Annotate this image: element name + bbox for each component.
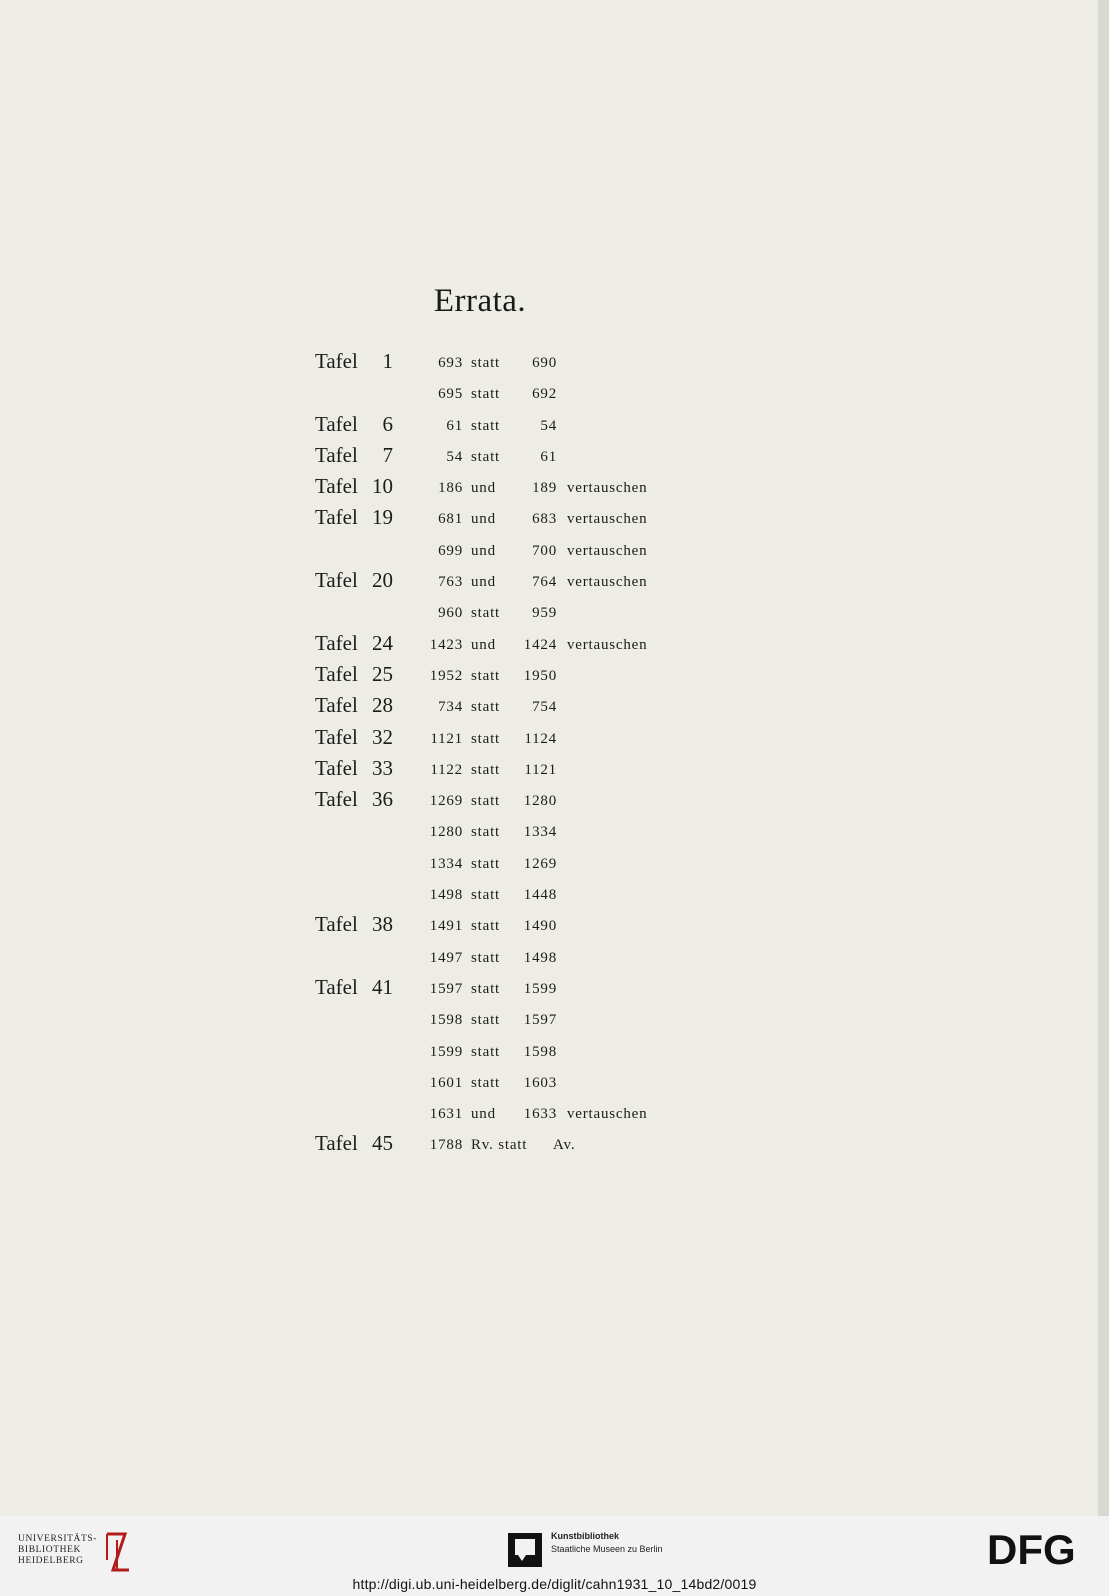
ub-heidelberg-label[interactable] [18,1534,97,1567]
entry-to: 754 [532,699,557,716]
entry-word: und [471,636,496,653]
errata-row [0,880,1000,911]
entry-to: 1334 [523,824,557,841]
tafel-word: Tafel [315,630,358,655]
tafel-word: Tafel [315,661,358,686]
tafel-number: 41 [372,974,393,999]
errata-entry [419,1135,599,1155]
errata-entry [419,948,567,968]
errata-row [0,379,1000,410]
errata-entry [419,854,567,874]
errata-entry [419,729,567,749]
tafel-number: 1 [382,349,393,373]
entry-to: 189 [532,480,557,497]
dfg-logo-icon[interactable] [987,1530,1093,1570]
errata-entry [419,666,567,686]
errata-row [0,692,1000,723]
tafel-number: 10 [372,474,393,499]
errata-entry [419,822,567,842]
errata-row [0,911,1000,942]
entry-word: und [471,480,496,497]
errata-row [0,817,1000,848]
entry-word: statt [471,793,500,810]
entry-word: statt [471,855,500,872]
entry-to: 1124 [524,730,557,747]
entry-from: 1497 [429,949,463,966]
errata-entry [419,697,567,717]
entry-from: 1121 [430,730,463,747]
errata-row [0,943,1000,974]
errata-row [0,661,1000,692]
tafel-word: Tafel [315,724,358,749]
dfg-text: DFG [987,1530,1076,1570]
entry-from: 960 [438,605,463,622]
errata-entry [419,541,647,561]
entry-note: vertauschen [567,480,648,497]
tafel-number: 38 [372,912,393,937]
tafel-word: Tafel [315,912,358,937]
errata-row [0,1099,1000,1130]
entry-note: vertauschen [567,1106,648,1123]
entry-to: 1498 [523,949,557,966]
kunstbibliothek-label[interactable] [551,1530,663,1556]
page-title: Errata. [433,283,527,319]
tafel-word: Tafel [315,505,358,530]
entry-from: 695 [438,386,463,403]
errata-row [0,1068,1000,1099]
tafel-number: 32 [372,724,393,749]
ub-line-3: HEIDELBERG [18,1556,84,1566]
entry-word: Rv. statt [471,1137,528,1154]
kb-name: Kunstbibliothek [551,1531,619,1541]
entry-word: statt [471,980,500,997]
tafel-word: Tafel [315,755,358,780]
tafel-word: Tafel [315,568,358,593]
entry-word: statt [471,699,500,716]
entry-to: 1121 [524,761,557,778]
entry-from: 763 [438,574,463,591]
entry-word: statt [471,605,500,622]
entry-to: 1598 [523,1043,557,1060]
entry-word: statt [471,918,500,935]
entry-word: statt [471,667,500,684]
entry-to: 1597 [523,1012,557,1029]
entry-to: 1490 [523,918,557,935]
errata-row [0,567,1000,598]
entry-from: 1631 [429,1106,463,1123]
entry-word: statt [471,355,500,371]
errata-entry [419,572,647,592]
errata-row [0,536,1000,567]
errata-entry [419,979,567,999]
entry-to: 1603 [523,1074,557,1091]
entry-note: vertauschen [567,574,648,591]
entry-from: 54 [446,448,463,465]
entry-word: und [471,1106,496,1123]
tafel-number: 20 [372,568,393,593]
errata-row [0,630,1000,661]
entry-to: 1424 [523,636,557,653]
entry-from: 1601 [429,1074,463,1091]
errata-entry [419,1042,567,1062]
errata-entry [419,478,647,498]
errata-entry [419,603,567,623]
errata-row [0,348,1000,379]
entry-from: 681 [438,511,463,528]
entry-from: 734 [438,699,463,716]
tafel-word: Tafel [315,787,358,812]
viewer-footer [0,1516,1109,1596]
entry-from: 1788 [429,1137,463,1154]
ub-line-1: UNIVERSITÄTS- [18,1534,98,1544]
entry-word: statt [471,1043,500,1060]
errata-entry [419,509,647,529]
entry-word: statt [471,761,500,778]
entry-to: 1599 [523,980,557,997]
entry-to: 1950 [523,667,557,684]
errata-entry [419,447,567,467]
entry-to: 692 [532,386,557,403]
errata-entry [419,416,567,436]
entry-word: und [471,542,496,559]
ub-line-2: BIBLIOTHEK [18,1545,81,1555]
tafel-word: Tafel [315,474,358,499]
kunstbibliothek-logo-icon[interactable] [508,1533,542,1567]
entry-from: 1269 [429,793,463,810]
errata-entry [419,635,647,655]
entry-word: statt [471,949,500,966]
entry-word: statt [471,386,500,403]
entry-from: 1122 [430,761,463,778]
errata-entry [419,1010,567,1030]
errata-entry [419,885,567,905]
entry-word: statt [471,824,500,841]
entry-word: statt [471,1012,500,1029]
errata-row [0,473,1000,504]
errata-entry [419,916,567,936]
errata-entry [419,791,567,811]
tafel-number: 33 [372,755,393,780]
errata-row [0,411,1000,442]
entry-note: vertauschen [567,511,648,528]
errata-entry [419,384,567,404]
tafel-number: 28 [372,693,393,718]
entry-from: 1597 [429,980,463,997]
entry-from: 1952 [429,667,463,684]
entry-note: vertauschen [567,636,648,653]
entry-word: und [471,574,496,591]
tafel-number: 19 [372,505,393,530]
entry-from: 1598 [429,1012,463,1029]
errata-row [0,598,1000,629]
tafel-number: 6 [382,411,393,436]
entry-word: statt [471,887,500,904]
tafel-word: Tafel [315,411,358,436]
errata-row [0,724,1000,755]
tafel-number: 24 [372,630,393,655]
errata-row [0,1130,1000,1161]
permalink-url[interactable]: http://digi.ub.uni-heidelberg.de/diglit/cahn1931_10_14bd2/0019 [352,1576,757,1592]
entry-word: statt [471,1074,500,1091]
entry-from: 1423 [429,636,463,653]
entry-to: 683 [532,511,557,528]
tafel-number: 36 [372,787,393,812]
errata-row [0,504,1000,535]
errata-row [0,849,1000,880]
entry-word: statt [471,448,500,465]
entry-from: 1491 [429,918,463,935]
tafel-word: Tafel [315,974,358,999]
entry-from: 693 [438,355,463,371]
entry-from: 1280 [429,824,463,841]
entry-from: 186 [438,480,463,497]
tafel-number: 45 [372,1131,393,1156]
errata-row [0,755,1000,786]
entry-to: 690 [532,355,557,371]
entry-from: 1334 [429,855,463,872]
entry-to: 1448 [523,887,557,904]
errata-list [0,348,1000,1162]
tafel-number: 25 [372,661,393,686]
ub-heidelberg-logo-icon[interactable] [103,1530,131,1574]
entry-word: und [471,511,496,528]
entry-to: 1633 [523,1106,557,1123]
errata-entry [419,1073,567,1093]
tafel-word: Tafel [315,1131,358,1156]
tafel-word: Tafel [315,442,358,467]
entry-from: 699 [438,542,463,559]
entry-from: 61 [446,417,463,434]
errata-entry [419,760,567,780]
entry-to: 1269 [523,855,557,872]
entry-to: 764 [532,574,557,591]
entry-to: 54 [540,417,557,434]
errata-row [0,1005,1000,1036]
errata-row [0,786,1000,817]
entry-to: 700 [532,542,557,559]
entry-word: statt [471,730,500,747]
errata-entry [419,353,567,373]
entry-to: 959 [532,605,557,622]
kb-subtitle: Staatliche Museen zu Berlin [551,1544,663,1554]
tafel-word: Tafel [315,349,358,373]
entry-to: 61 [540,448,557,465]
entry-from: 1498 [429,887,463,904]
entry-to: 1280 [523,793,557,810]
tafel-number: 7 [382,442,393,467]
entry-note: vertauschen [567,542,648,559]
page-edge [1098,0,1109,1516]
entry-to: Av. [553,1137,576,1154]
errata-row [0,974,1000,1005]
entry-word: statt [471,417,500,434]
errata-entry [419,1104,647,1124]
errata-row [0,442,1000,473]
errata-row [0,1037,1000,1068]
tafel-word: Tafel [315,693,358,718]
entry-from: 1599 [429,1043,463,1060]
